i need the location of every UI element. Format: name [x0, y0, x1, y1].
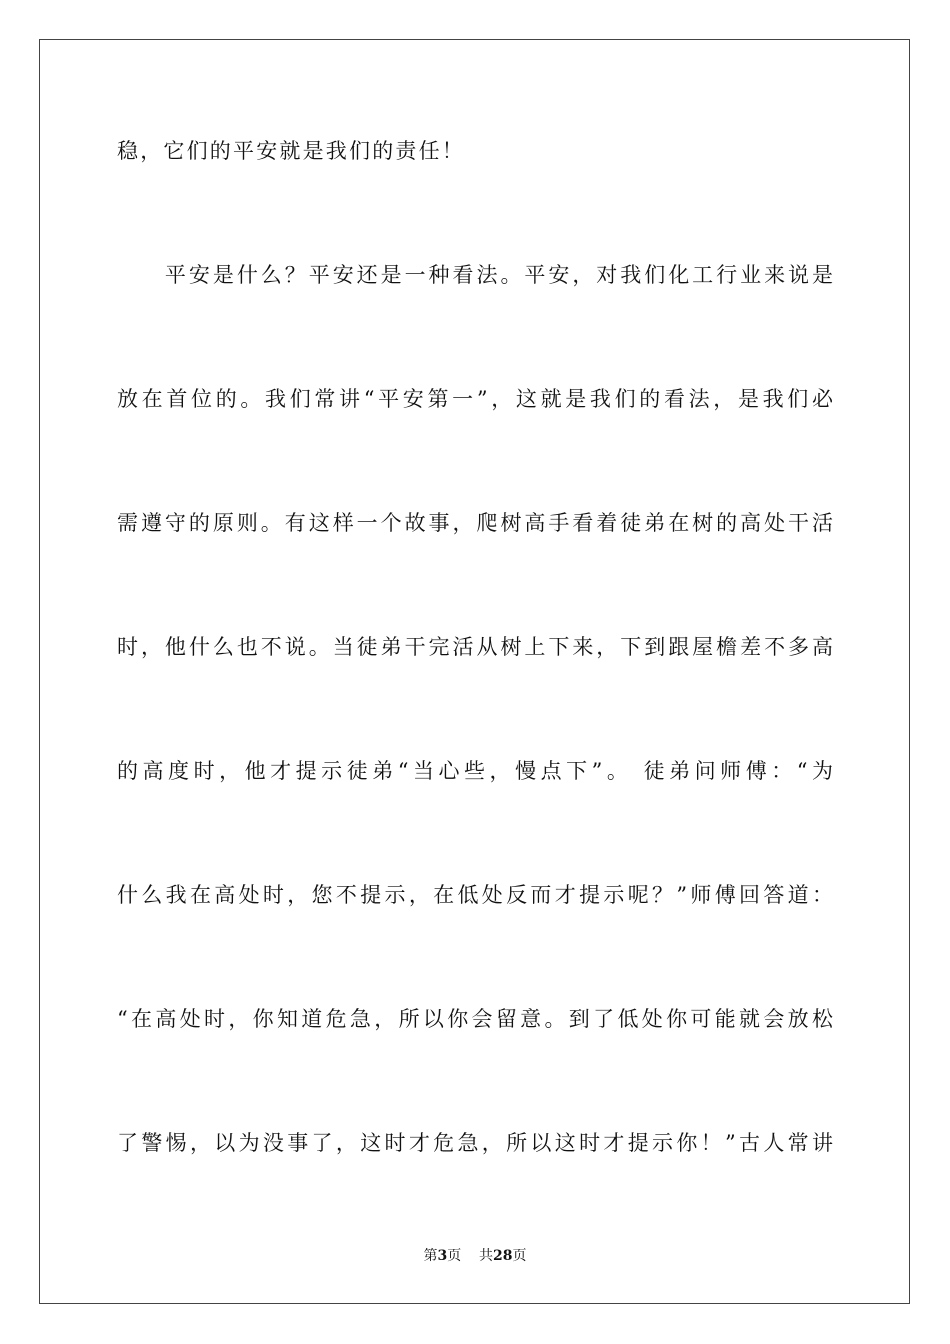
text-line-1: 稳，它们的平安就是我们的责任！ — [117, 139, 465, 163]
total-label-prefix: 共 — [479, 1248, 494, 1264]
text-line-4: 需遵守的原则。有这样一个故事，爬树高手看着徒弟在树的高处干活 — [117, 511, 833, 535]
total-label-suffix: 页 — [512, 1248, 527, 1264]
text-line-9: 了警惕，以为没事了，这时才危急，所以这时才提示你！”古人常讲 — [117, 1131, 833, 1155]
page-border — [39, 39, 910, 1304]
text-line-3: 放在首位的。我们常讲“平安第一”，这就是我们的看法，是我们必 — [117, 387, 833, 411]
total-pages: 28 — [493, 1248, 513, 1264]
text-line-8: “在高处时，你知道危急，所以你会留意。到了低处你可能就会放松 — [117, 1007, 833, 1031]
text-line-6: 的高度时，他才提示徒弟“当心些，慢点下”。 徒弟问师傅：“为 — [117, 759, 833, 783]
page-footer — [0, 1247, 950, 1265]
page-label-prefix: 第 — [423, 1248, 438, 1264]
text-line-5: 时，他什么也不说。当徒弟干完活从树上下来，下到跟屋檐差不多高 — [117, 635, 833, 659]
page-number: 3 — [437, 1248, 448, 1264]
text-line-7: 什么我在高处时，您不提示，在低处反而才提示呢？”师傅回答道： — [117, 883, 833, 907]
text-line-2: 平安是什么？平安还是一种看法。平安，对我们化工行业来说是 — [117, 263, 833, 287]
page-label-suffix: 页 — [447, 1248, 462, 1264]
